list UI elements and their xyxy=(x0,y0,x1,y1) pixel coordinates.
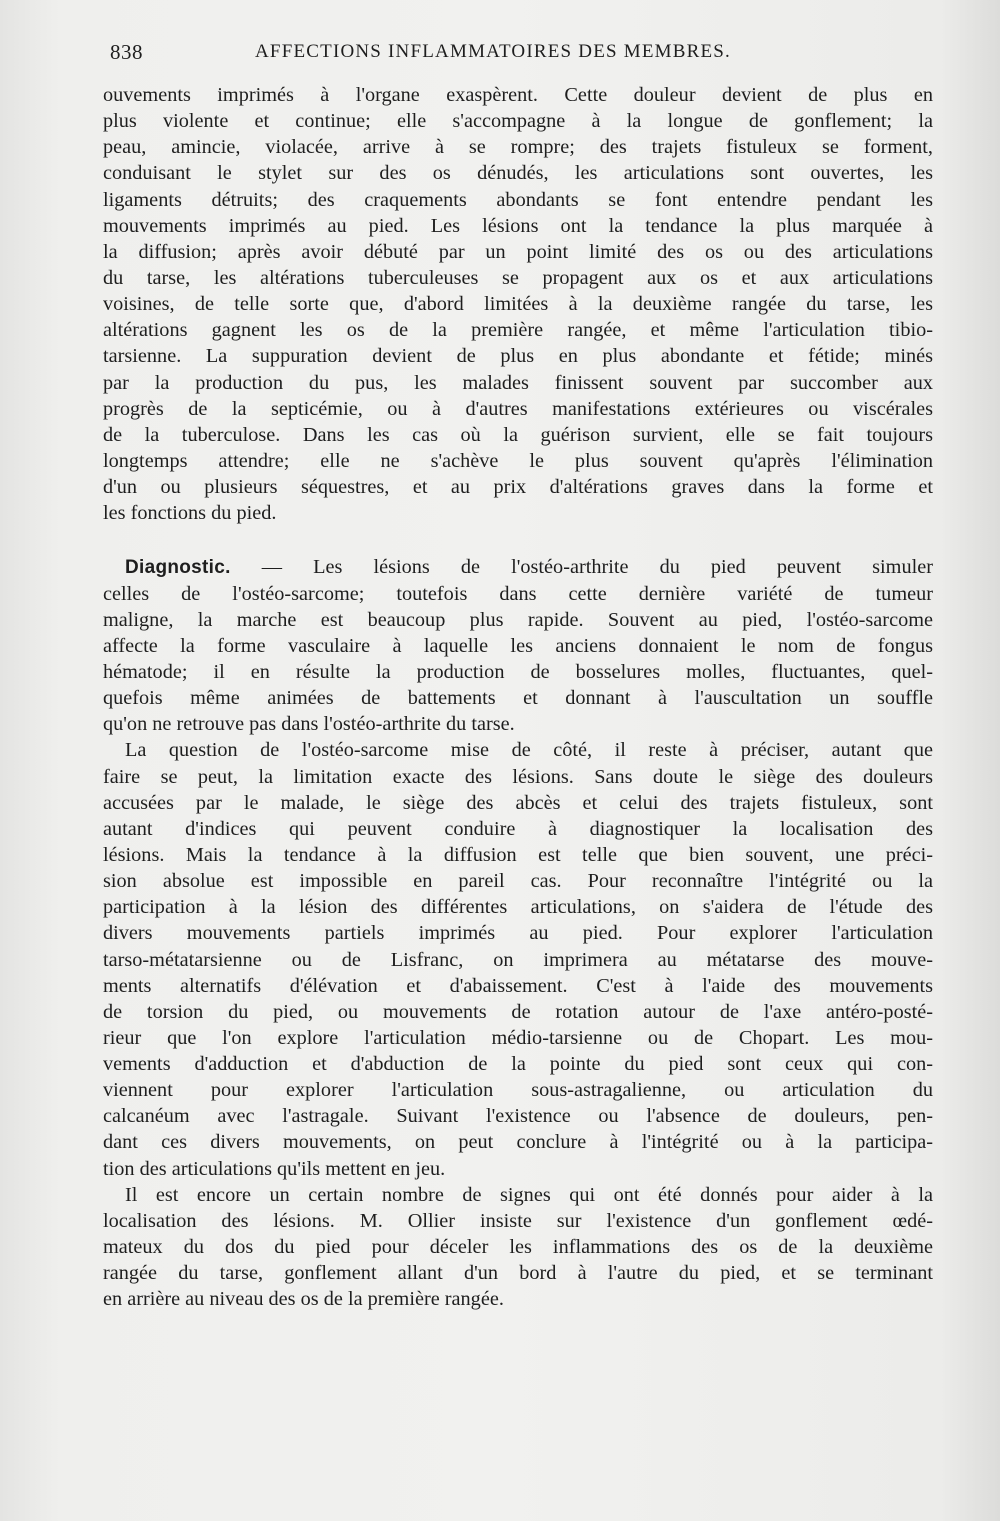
text-line: tion des articulations qu'ils mettent en jeu. xyxy=(103,1157,446,1180)
text-line xyxy=(103,554,933,580)
text-line: conduisant le stylet sur des os dénudés, les articulations sont ouvertes, les xyxy=(103,162,933,185)
text-line: Il est encore un certain nombre de signes qui ont été donnés pour aider à la xyxy=(125,1183,933,1206)
text-line: faire se peut, la limitation exacte des lésions. Sans doute le siège des douleurs xyxy=(103,765,933,788)
text-line: qu'on ne retrouve pas dans l'ostéo-arthrite du tarse. xyxy=(103,713,515,736)
body-text xyxy=(103,82,933,1312)
text-line: progrès de la septicémie, ou à d'autres manifestations extérieures ou viscérales xyxy=(103,397,933,420)
text-line: hématode; il en résulte la production de bosselures molles, fluctuantes, quel- xyxy=(103,660,933,683)
text-line: quefois même animées de battements et donnant à l'auscultation un souffle xyxy=(103,687,933,710)
text-line: voisines, de telle sorte que, d'abord limitées à la deuxième rangée du tarse, les xyxy=(103,293,933,316)
text-line: tarso-métatarsienne ou de Lisfranc, on imprimera au métatarse des mouve- xyxy=(103,948,933,971)
paragraph-1 xyxy=(103,82,933,526)
text-line: mouvements imprimés au pied. Les lésions ont la tendance la plus marquée à xyxy=(103,214,933,237)
text-line: ments alternatifs d'élévation et d'abaissement. C'est à l'aide des mouvements xyxy=(103,974,933,997)
heading-line-text: — Les lésions de l'ostéo-arthrite du pied peuvent simuler xyxy=(230,556,933,579)
text-line: d'un ou plusieurs séquestres, et au prix d'altérations graves dans la forme et xyxy=(103,476,933,499)
text-line: la diffusion; après avoir débuté par un point limité des os ou des articulations xyxy=(103,240,933,263)
text-line: altérations gagnent les os de la première rangée, et même l'articulation tibio- xyxy=(103,319,933,342)
paragraph-3 xyxy=(103,737,933,1181)
text-line: du tarse, les altérations tuberculeuses se propagent aux os et aux articulations xyxy=(103,266,933,289)
text-line: dant ces divers mouvements, on peut conclure à l'intégrité ou à la participa- xyxy=(103,1131,933,1154)
text-line: de torsion du pied, ou mouvements de rotation autour de l'axe antéro-posté- xyxy=(103,1000,933,1023)
paragraph-diagnostic xyxy=(103,554,933,737)
text-line: sion absolue est impossible en pareil cas. Pour reconnaître l'intégrité ou la xyxy=(103,870,933,893)
text-line: plus violente et continue; elle s'accompagne à la longue de gonflement; la xyxy=(103,110,933,133)
text-line: ligaments détruits; des craquements abondants se font entendre pendant les xyxy=(103,188,933,211)
text-line: rieur que l'on explore l'articulation médio-tarsienne ou de Chopart. Les mou- xyxy=(103,1026,933,1049)
text-line: autant d'indices qui peuvent conduire à diagnostiquer la localisation des xyxy=(103,817,933,840)
text-line: celles de l'ostéo-sarcome; toutefois dans cette dernière variété de tumeur xyxy=(103,582,933,605)
text-line: ouvements imprimés à l'organe exaspèrent. Cette douleur devient de plus en xyxy=(103,84,933,106)
paragraph-spacer xyxy=(103,526,933,554)
page-header xyxy=(110,40,940,70)
text-line: peau, amincie, violacée, arrive à se rompre; des trajets fistuleux se forment, xyxy=(103,136,933,159)
text-line: calcanéum avec l'astragale. Suivant l'existence ou l'absence de douleurs, pen- xyxy=(103,1105,933,1128)
text-line: La question de l'ostéo-sarcome mise de côté, il reste à préciser, autant que xyxy=(125,739,933,762)
page-number: 838 xyxy=(110,40,143,64)
text-line: mateux du dos du pied pour déceler les inflammations des os de la deuxième xyxy=(103,1236,933,1259)
text-line: accusées par le malade, le siège des abcès et celui des trajets fistuleux, sont xyxy=(103,791,933,814)
text-line: localisation des lésions. M. Ollier insiste sur l'existence d'un gonflement œdé- xyxy=(103,1209,933,1232)
paragraph-4 xyxy=(103,1182,933,1313)
text-line: tarsienne. La suppuration devient de plus en plus abondante et fétide; minés xyxy=(103,345,933,368)
text-line: de la tuberculose. Dans les cas où la guérison survient, elle se fait toujours xyxy=(103,423,933,446)
running-head: AFFECTIONS INFLAMMATOIRES DES MEMBRES. xyxy=(255,41,731,62)
text-line: rangée du tarse, gonflement allant d'un bord à l'autre du pied, et se terminant xyxy=(103,1262,933,1285)
text-line: viennent pour explorer l'articulation sous-astragalienne, ou articulation du xyxy=(103,1079,933,1102)
text-line: longtemps attendre; elle ne s'achève le plus souvent qu'après l'élimination xyxy=(103,449,933,472)
text-line: en arrière au niveau des os de la première rangée. xyxy=(103,1288,504,1311)
text-line: maligne, la marche est beaucoup plus rapide. Souvent au pied, l'ostéo-sarcome xyxy=(103,608,933,631)
text-line: par la production du pus, les malades finissent souvent par succomber aux xyxy=(103,371,933,394)
text-line: lésions. Mais la tendance à la diffusion est telle que bien souvent, une préci- xyxy=(103,843,933,866)
text-line: divers mouvements partiels imprimés au pied. Pour explorer l'articulation xyxy=(103,922,933,945)
text-line: participation à la lésion des différentes articulations, on s'aidera de l'étude des xyxy=(103,896,933,919)
text-line: les fonctions du pied. xyxy=(103,502,277,525)
text-line: vements d'adduction et d'abduction de la pointe du pied sont ceux qui con- xyxy=(103,1053,933,1076)
text-line: affecte la forme vasculaire à laquelle les anciens donnaient le nom de fongus xyxy=(103,634,933,657)
section-heading: Diagnostic. xyxy=(125,557,231,579)
